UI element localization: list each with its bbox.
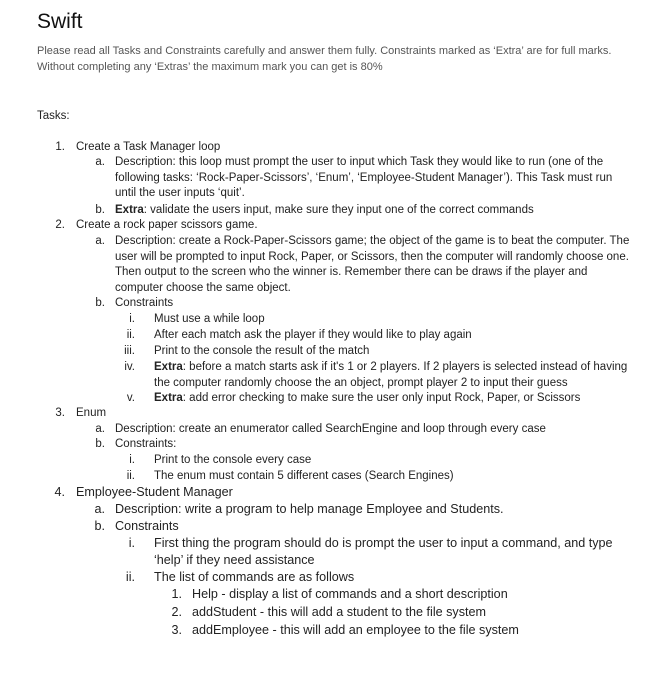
list-text: Constraints — [115, 519, 179, 533]
list-marker: a. — [95, 423, 105, 435]
extra-label: Extra — [154, 392, 183, 404]
list-text: Help - display a list of commands and a short description — [192, 587, 508, 601]
list-marker: 2. — [171, 605, 182, 619]
list-marker: b. — [94, 519, 105, 533]
list-marker: v. — [126, 392, 135, 404]
list-marker: 3. — [55, 407, 65, 419]
list-text: Print to the console the result of the match — [154, 345, 370, 357]
list-marker: b. — [95, 297, 105, 309]
list-text: Constraints: — [115, 438, 177, 450]
list-text: Description: create an enumerator called SearchEngine and loop through every case — [115, 423, 546, 435]
intro-paragraph: Please read all Tasks and Constraints carefully and answer them fully. Constraints marked as ‘Extra’ are for full marks. Without completing any ‘Extras’ the maximum mark you can get is 80% — [37, 45, 612, 73]
list-text: Description: write a program to help manage Employee and Students. — [115, 502, 504, 516]
list-text: The enum must contain 5 different cases (Search Engines) — [154, 470, 454, 482]
list-text — [154, 360, 632, 391]
list-item — [0, 140, 651, 156]
list-text — [154, 391, 634, 407]
list-text: addEmployee - this will add an employee to the file system — [192, 623, 519, 637]
list-text: Description: create a Rock-Paper-Scissors game; the object of the game is to beat the computer. The user will be prompted to input Rock, Paper, or Scissors, then the computer will randomly choose one. Then output to the screen who the winner is. Remember there can be draws if the player and computer choose the same object. — [115, 235, 630, 294]
list-text: Print to the console every case — [154, 454, 312, 466]
list-marker: b. — [95, 438, 105, 450]
list-text — [115, 203, 635, 219]
list-text: Constraints — [115, 297, 174, 309]
list-text: Enum — [76, 407, 107, 419]
list-marker: a. — [95, 235, 105, 247]
list-marker: 1. — [55, 141, 65, 153]
extra-label: Extra — [154, 361, 183, 373]
list-marker: 1. — [171, 587, 182, 601]
list-marker: 4. — [54, 485, 65, 499]
list-marker: 3. — [171, 623, 182, 637]
list-marker: 2. — [55, 219, 65, 231]
list-text: Create a Task Manager loop — [76, 141, 221, 153]
list-text: Employee-Student Manager — [76, 485, 233, 499]
list-text-rest: : before a match starts ask if it's 1 or 2 players. If 2 players is selected instead of having the computer randomly choose the an object, prompt player 2 to input their guess — [154, 361, 628, 389]
list-marker: ii. — [126, 329, 135, 341]
list-text-rest: : validate the users input, make sure they input one of the correct commands — [143, 204, 534, 216]
list-marker: i. — [128, 536, 135, 550]
list-text: First thing the program should do is prompt the user to input a command, and type ‘help’ if they need assistance — [154, 536, 613, 567]
list-marker: ii. — [125, 570, 135, 584]
list-marker: ii. — [126, 470, 135, 482]
list-text: The list of commands are as follows — [154, 570, 355, 584]
list-text: Create a rock paper scissors game. — [76, 219, 258, 231]
list-marker: b. — [95, 204, 105, 216]
list-text: After each match ask the player if they would like to play again — [154, 329, 472, 341]
tasks-label: Tasks: — [37, 110, 70, 122]
extra-label: Extra — [115, 204, 144, 216]
list-marker: i. — [129, 454, 135, 466]
list-text: Must use a while loop — [154, 313, 265, 325]
list-marker: a. — [94, 502, 105, 516]
list-marker: iii. — [124, 345, 135, 357]
list-marker: a. — [95, 156, 105, 168]
document-title: Swift — [37, 10, 83, 33]
list-text: Description: this loop must prompt the user to input which Task they would like to run (one of the following tasks: ‘Rock-Paper-Scissors’, ‘Enum’, ‘Employee-Student Manager’). This Task must run until the user inputs ‘quit’. — [115, 156, 613, 199]
list-marker: iv. — [124, 361, 135, 373]
list-marker: i. — [129, 313, 135, 325]
list-text: addStudent - this will add a student to the file system — [192, 605, 487, 619]
list-text-rest: : add error checking to make sure the user only input Rock, Paper, or Scissors — [182, 392, 581, 404]
